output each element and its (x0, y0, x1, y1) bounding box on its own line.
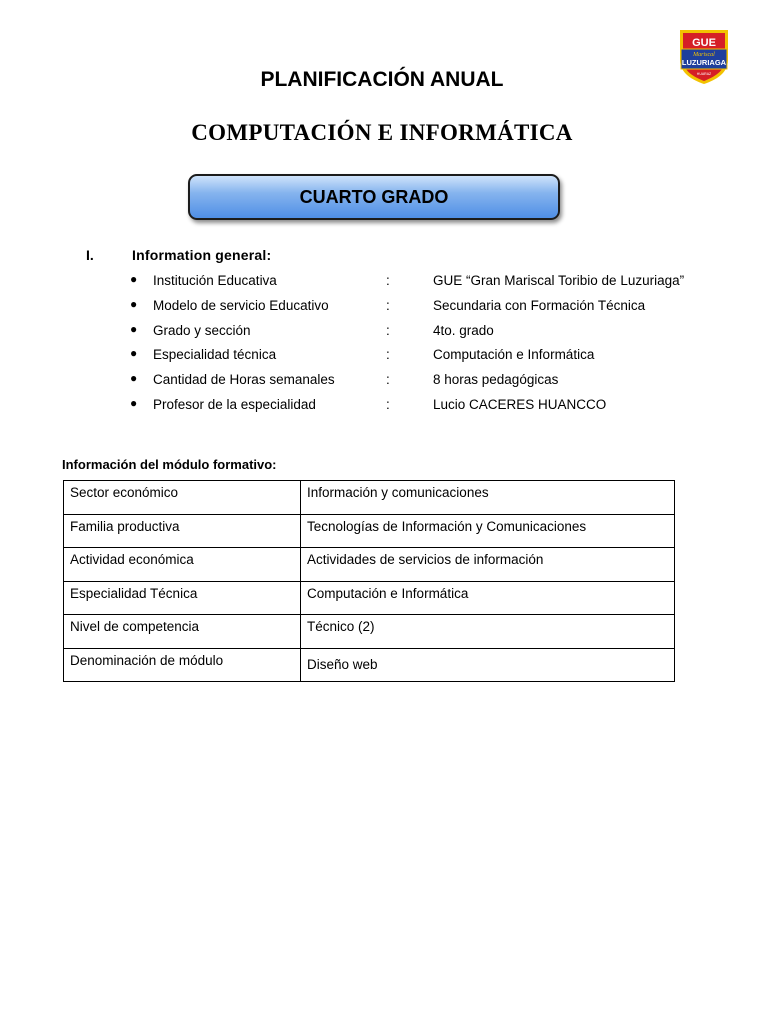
separator: : (386, 347, 390, 363)
bullet-icon: ● (130, 321, 138, 336)
table-cell-field: Especialidad Técnica (64, 581, 301, 615)
separator: : (386, 297, 390, 313)
section-number: I. (86, 247, 94, 263)
table-cell-field: Actividad económica (64, 548, 301, 582)
table-cell-field: Nivel de competencia (64, 615, 301, 649)
bullet-icon: ● (130, 395, 138, 410)
module-table (63, 480, 675, 682)
bullet-icon: ● (130, 371, 138, 386)
grade-banner-label: CUARTO GRADO (299, 186, 449, 207)
info-value: 8 horas pedagógicas (433, 372, 559, 388)
separator: : (386, 273, 390, 288)
table-cell-value: Computación e Informática (301, 581, 675, 615)
info-value: GUE “Gran Mariscal Toribio de Luzuriaga” (433, 273, 685, 288)
info-label: Especialidad técnica (153, 347, 277, 363)
module-section-title: Información del módulo formativo: (62, 457, 277, 472)
table-cell-value: Información y comunicaciones (301, 481, 675, 515)
table-row (64, 615, 675, 649)
info-label: Modelo de servicio Educativo (153, 297, 329, 313)
info-value: 4to. grado (433, 322, 494, 338)
table-row (64, 514, 675, 548)
info-label: Grado y sección (153, 322, 251, 338)
table-row (64, 481, 675, 515)
info-label: Profesor de la especialidad (153, 396, 316, 412)
table-row (64, 548, 675, 582)
separator: : (386, 372, 390, 388)
info-value: Lucio CACERES HUANCCO (433, 396, 607, 412)
table-cell-value: Actividades de servicios de información (301, 548, 675, 582)
separator: : (386, 322, 390, 338)
info-value: Computación e Informática (433, 347, 595, 363)
table-cell-value: Tecnologías de Información y Comunicaciones (301, 514, 675, 548)
table-cell-value: Técnico (2) (301, 615, 675, 649)
info-value: Secundaria con Formación Técnica (433, 297, 646, 313)
logo-script-text: Mariscal (693, 52, 715, 58)
logo-top-text: GUE (692, 37, 716, 49)
bullet-icon: ● (130, 296, 138, 311)
table-cell-value: Diseño web (301, 648, 675, 682)
table-row (64, 648, 675, 682)
info-label: Institución Educativa (153, 273, 277, 288)
bullet-icon: ● (130, 272, 138, 286)
table-cell-field: Denominación de módulo (64, 648, 301, 682)
section-title: Information general: (132, 247, 272, 263)
logo-band-text: LUZURIAGA (681, 58, 727, 67)
table-row (64, 581, 675, 615)
info-label: Cantidad de Horas semanales (153, 372, 335, 388)
separator: : (386, 396, 390, 412)
page-title: PLANIFICACIÓN ANUAL (260, 68, 504, 91)
table-cell-field: Sector económico (64, 481, 301, 515)
bullet-icon: ● (130, 346, 138, 361)
table-cell-field: Familia productiva (64, 514, 301, 548)
grade-banner (188, 174, 560, 220)
page-subtitle: COMPUTACIÓN E INFORMÁTICA (191, 120, 573, 145)
logo-bottom-text: HUARAZ (696, 72, 712, 76)
